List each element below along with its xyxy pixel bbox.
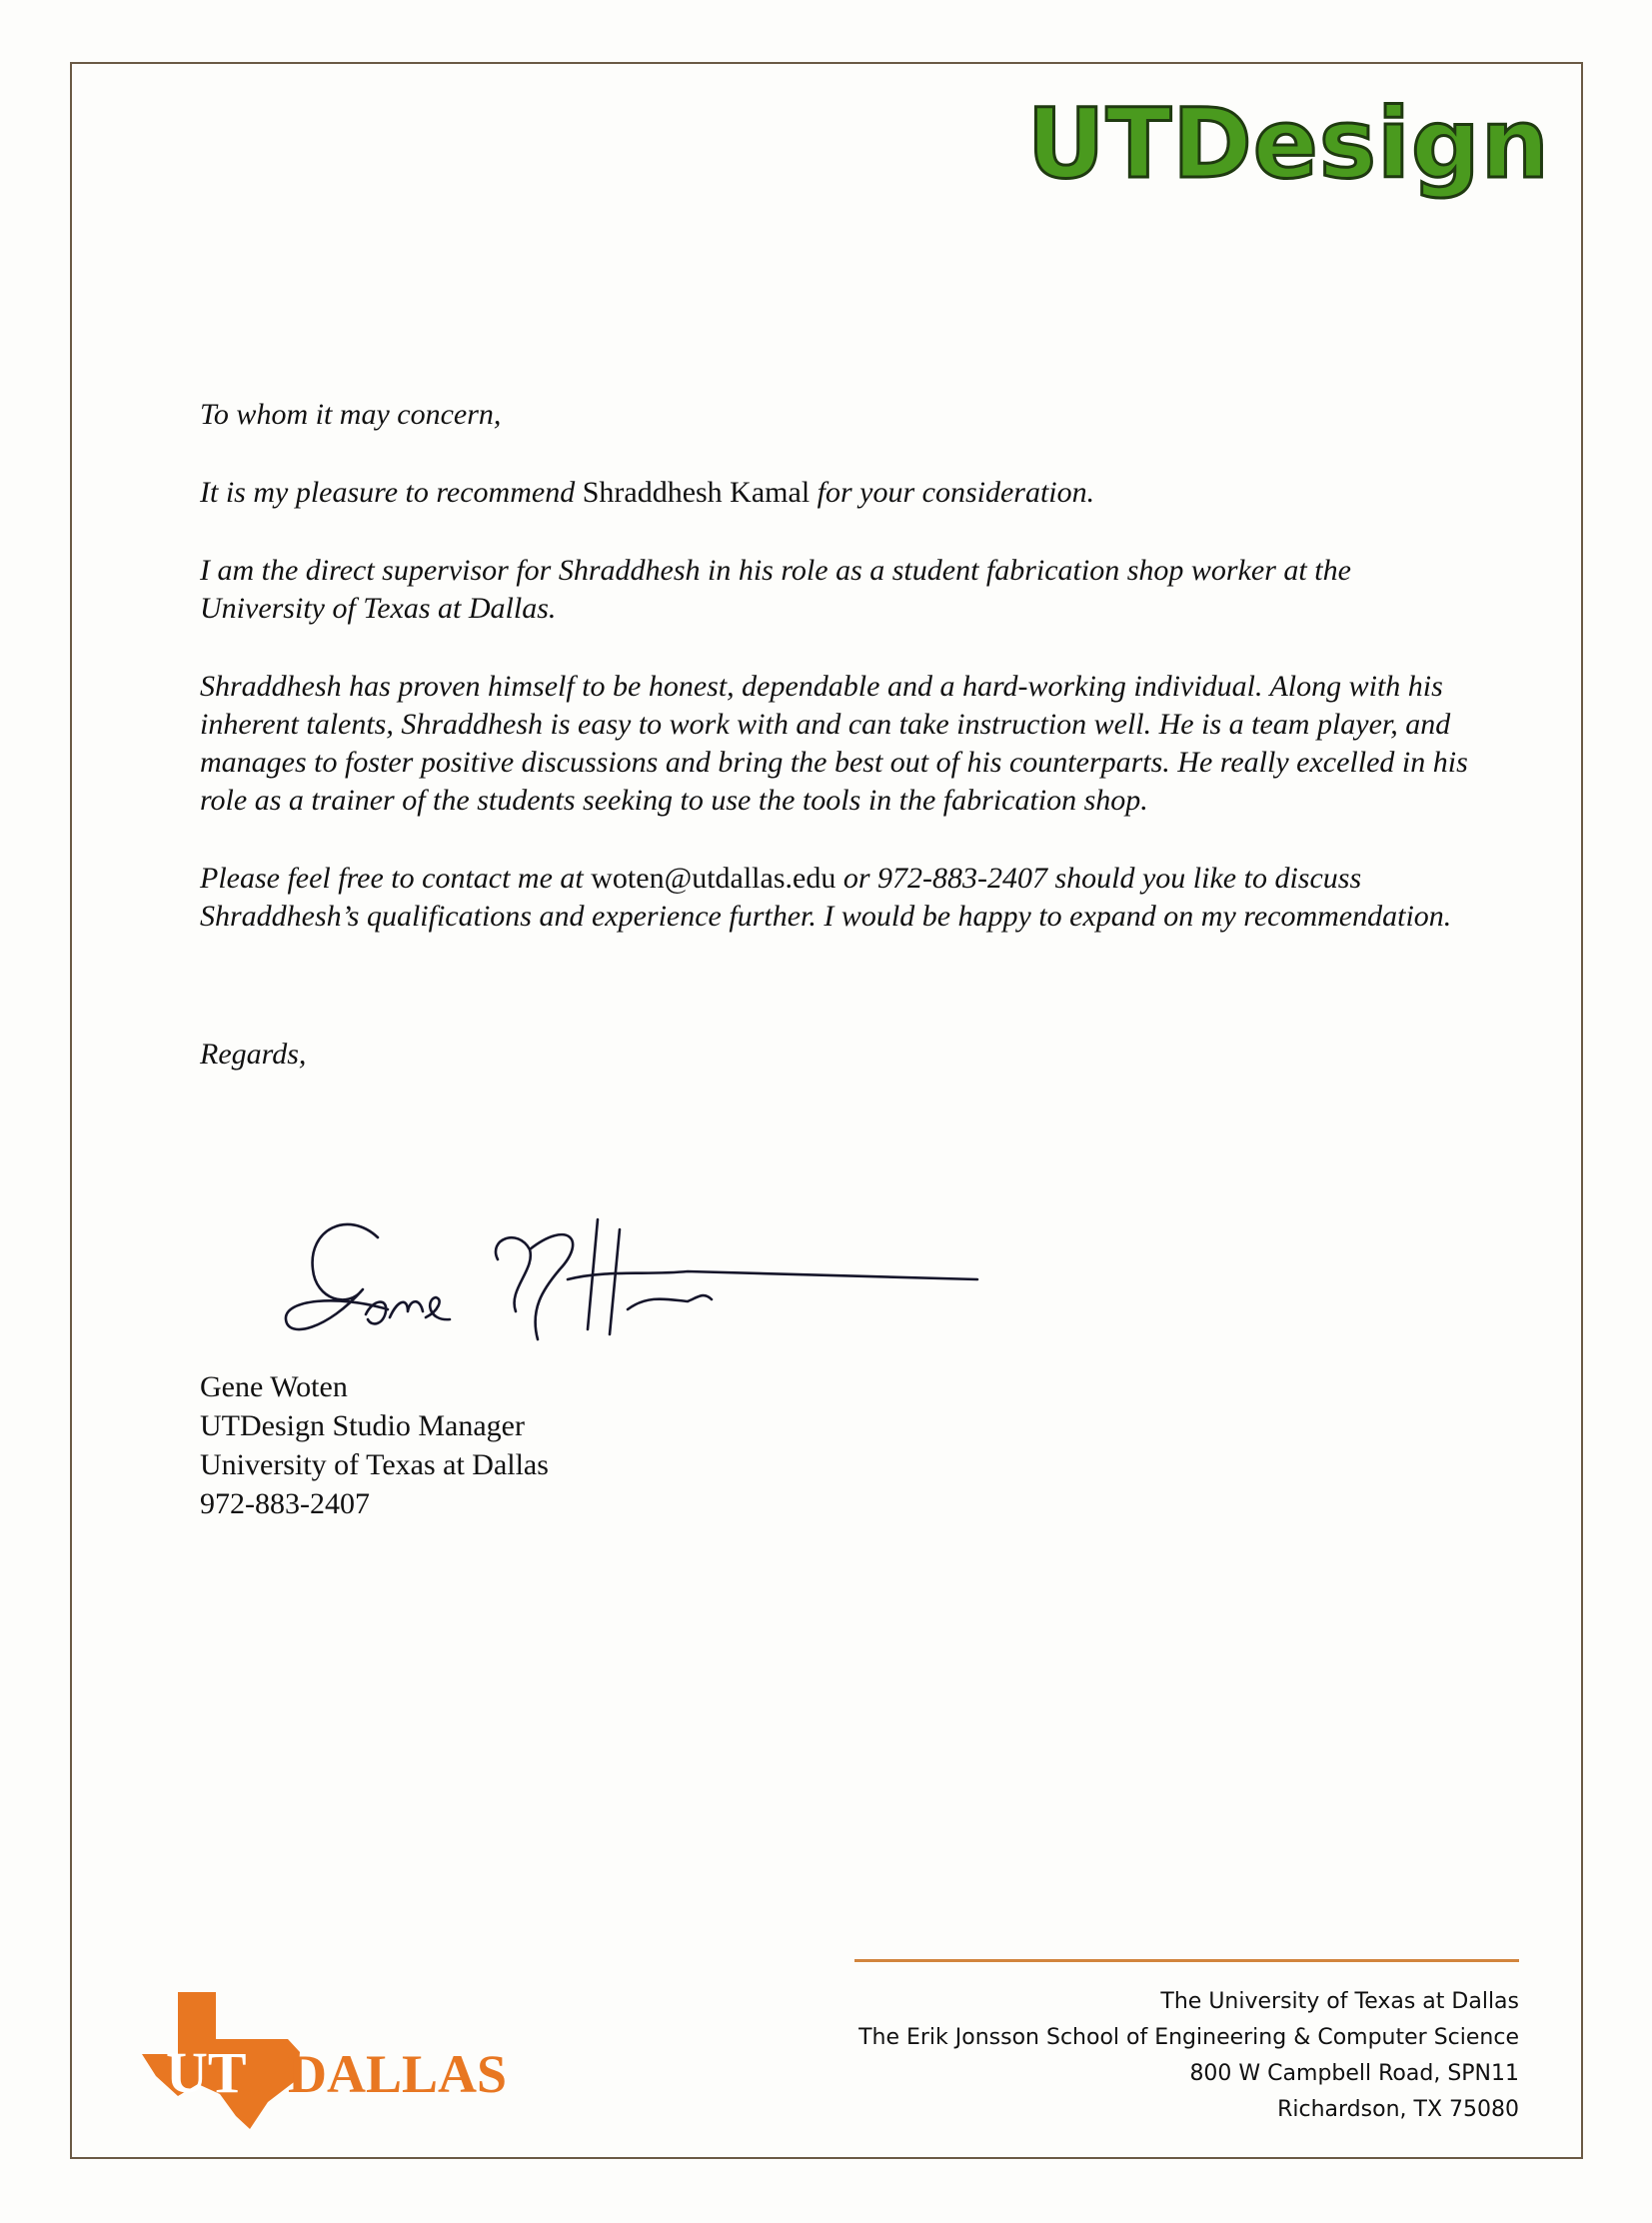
- footer-address: The University of Texas at Dallas The Erik Jonsson School of Engineering & Computer Science 800 W Campbell Road, SPN11 Richardson, TX 75080: [858, 1989, 1519, 2122]
- signer-name: Gene Woten: [200, 1370, 348, 1403]
- logo-ut-text: UT: [166, 2040, 247, 2105]
- handwritten-signature: [268, 1199, 987, 1369]
- salutation: To whom it may concern,: [200, 398, 502, 431]
- signature-block: [200, 1367, 549, 1523]
- signer-title: UTDesign Studio Manager: [200, 1409, 525, 1442]
- paragraph-role: I am the direct supervisor for Shraddhesh in his role as a student fabrication shop worker at the University of Texas at Dallas.: [200, 554, 1351, 625]
- candidate-name: Shraddhesh Kamal: [582, 476, 811, 509]
- letter-body: [200, 396, 1469, 1113]
- closing: Regards,: [200, 1038, 307, 1071]
- paragraph-recommend: It is my pleasure to recommend Shraddhesh Kamal for your consideration.: [200, 476, 1095, 509]
- footer-divider: [854, 1959, 1519, 1962]
- signer-organization: University of Texas at Dallas: [200, 1448, 549, 1481]
- utdesign-logo: UTDesign: [1026, 88, 1550, 200]
- logo-dallas-text: DALLAS: [288, 2044, 508, 2104]
- paragraph-contact: Please feel free to contact me at woten@utdallas.edu or 972-883-2407 should you like to discuss Shraddhesh’s qualifications and experience further. I would be happy to expand on my recommendation.: [200, 862, 1452, 933]
- ut-dallas-logo: [138, 1984, 518, 2134]
- signer-phone: 972-883-2407: [200, 1487, 370, 1520]
- contact-email: woten@utdallas.edu: [591, 862, 836, 895]
- paragraph-qualities: Shraddhesh has proven himself to be honest, dependable and a hard-working individual. Along with his inherent talents, Shraddhesh is easy to work with and can take instruction well. He is a team player, and manages to foster positive discussions and bring the best out of his counterparts. He really excelled in his role as a trainer of the students seeking to use the tools in the fabrication shop.: [200, 670, 1468, 817]
